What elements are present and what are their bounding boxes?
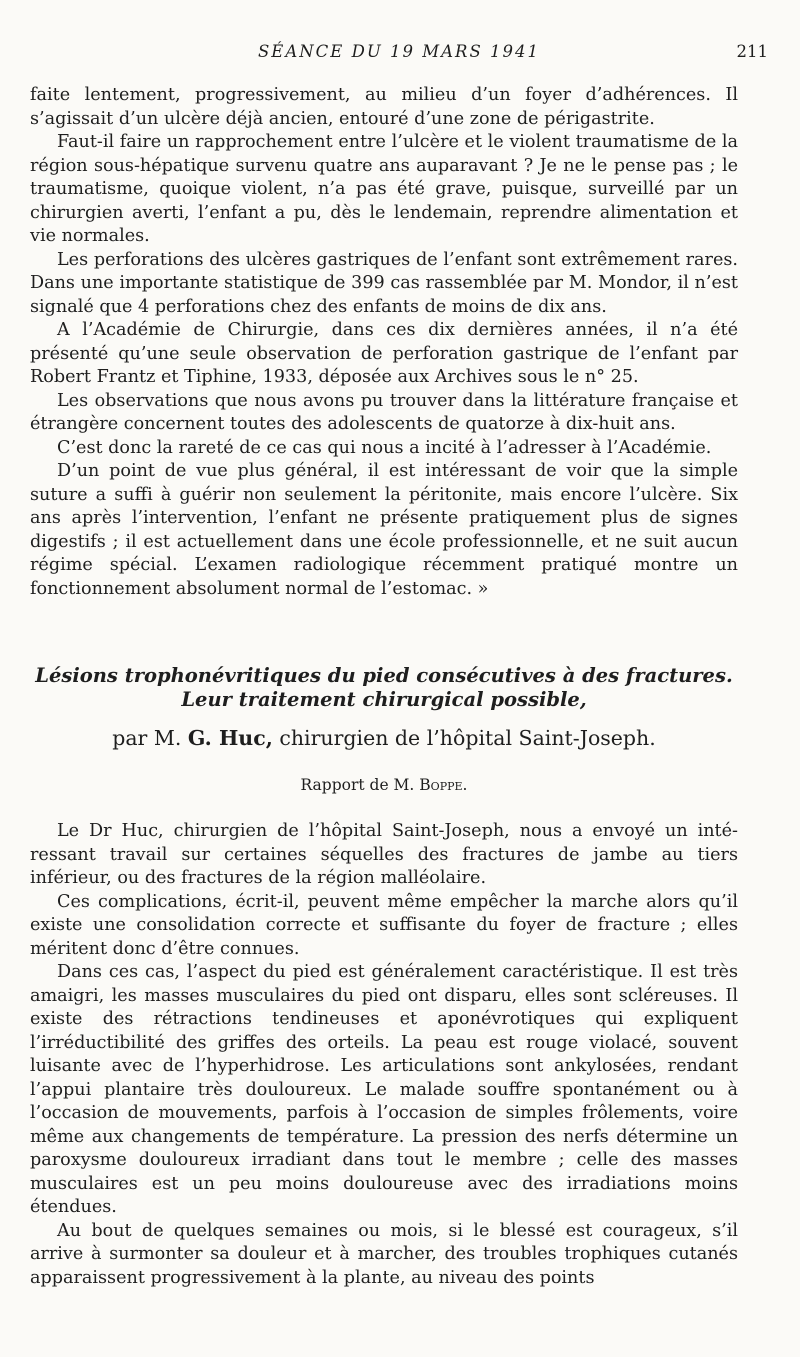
previous-article-conclusion <box>30 84 738 601</box>
author-name: G. Huc, <box>187 726 273 750</box>
page-number: 211 <box>736 42 768 61</box>
author-line <box>30 726 738 750</box>
author-affiliation: chirurgien de l’hôpital Saint-Joseph. <box>272 726 656 750</box>
paragraph: Au bout de quelques semaines ou mois, si le blessé est courageux, s’il arrive à surmonter sa douleur et à marcher, des troubles trophiques cutanés apparaissent progressivement à la plante, au niveau des points <box>30 1220 738 1288</box>
reporter-name: Boppe. <box>419 776 468 794</box>
article-title <box>30 664 738 712</box>
paragraph: Dans ces cas, l’aspect du pied est généralement caractéristique. Il est très amaigri, les masses musculaires du pied ont disparu, elles sont scléreuses. Il existe des rétractions tendineuses et aponévrotiques qui expliquent l’irréductibilité des griffes des orteils. La peau est rouge violacé, souvent luisante avec de l’hyperhidrose. Les articulations sont ankylosées, rendant l’appui plantaire très douloureux. Le malade souffre spontanément ou à l’occasion de mouvements, parfois à l’occasion de simples frôlements, voire même aux changements de température. La pression des nerfs détermine un paroxysme douloureux irradiant dans tout le membre ; celle des masses musculaires est un peu moins douloureuse avec des irradiations moins étendues. <box>30 962 738 1217</box>
paragraph: D’un point de vue plus général, il est intéressant de voir que la simple suture a suffi à guérir non seulement la péritonite, mais encore l’ulcère. Six ans après l’intervention, l’enfant ne présente pratiquement plus de signes digestifs ; il est actuellement dans une école professionnelle, et ne suit aucun régime spécial. L’examen radiologique récemment pratiqué montre un fonctionnement absolument normal de l’estomac. » <box>30 461 738 599</box>
paragraph: Le Dr Huc, chirurgien de l’hôpital Saint-Joseph, nous a envoyé un intéressant travail sur certaines séquelles des fractures de jambe au tiers inférieur, ou des fractures de la région malléolaire. <box>30 821 738 888</box>
paragraph: faite lentement, progressivement, au milieu d’un foyer d’adhérences. Il s’agissait d’un ulcère déjà ancien, entouré d’une zone de périgastrite. <box>30 85 738 129</box>
article-title-line: Lésions trophonévritiques du pied consécutives à des fractures. <box>35 664 733 687</box>
paragraph: Les observations que nous avons pu trouver dans la littérature française et étrangère concernent toutes des adolescents de quatorze à dix-huit ans. <box>30 390 738 434</box>
page-header <box>30 40 768 66</box>
running-title: SÉANCE DU 19 MARS 1941 <box>257 42 540 61</box>
article-title-line: Leur traitement chirurgical possible, <box>181 688 587 711</box>
paragraph: Ces complications, écrit-il, peuvent même empêcher la marche alors qu’il existe une consolidation correcte et suffisante du foyer de fracture ; elles méritent donc d’être connues. <box>30 891 738 959</box>
author-prefix: par M. <box>112 726 188 750</box>
paragraph: Les perforations des ulcères gastriques de l’enfant sont extrêmement rares. Dans une importante statistique de 399 cas rassemblée par M. Mondor, il n’est signalé que 4 perforations chez des enfants de moins de dix ans. <box>30 249 738 317</box>
report-prefix: Rapport de M. <box>300 776 420 794</box>
paragraph: C’est donc la rareté de ce cas qui nous a incité à l’adresser à l’Académie. <box>57 437 712 458</box>
article-body <box>30 820 738 1290</box>
report-line <box>30 776 738 794</box>
paragraph: A l’Académie de Chirurgie, dans ces dix dernières années, il n’a été présenté qu’une seule observation de perforation gastrique de l’enfant par Robert Frantz et Tiphine, 1933, déposée aux Archives sous le n° 25. <box>30 320 738 387</box>
paragraph: Faut-il faire un rapprochement entre l’ulcère et le violent traumatisme de la région sous-hépatique survenu quatre ans auparavant ? Je ne le pense pas ; le traumatisme, quoique violent, n’a pas été grave, puisque, surveillé par un chirurgien averti, l’enfant a pu, dès le lendemain, reprendre alimentation et vie normales. <box>30 132 738 246</box>
